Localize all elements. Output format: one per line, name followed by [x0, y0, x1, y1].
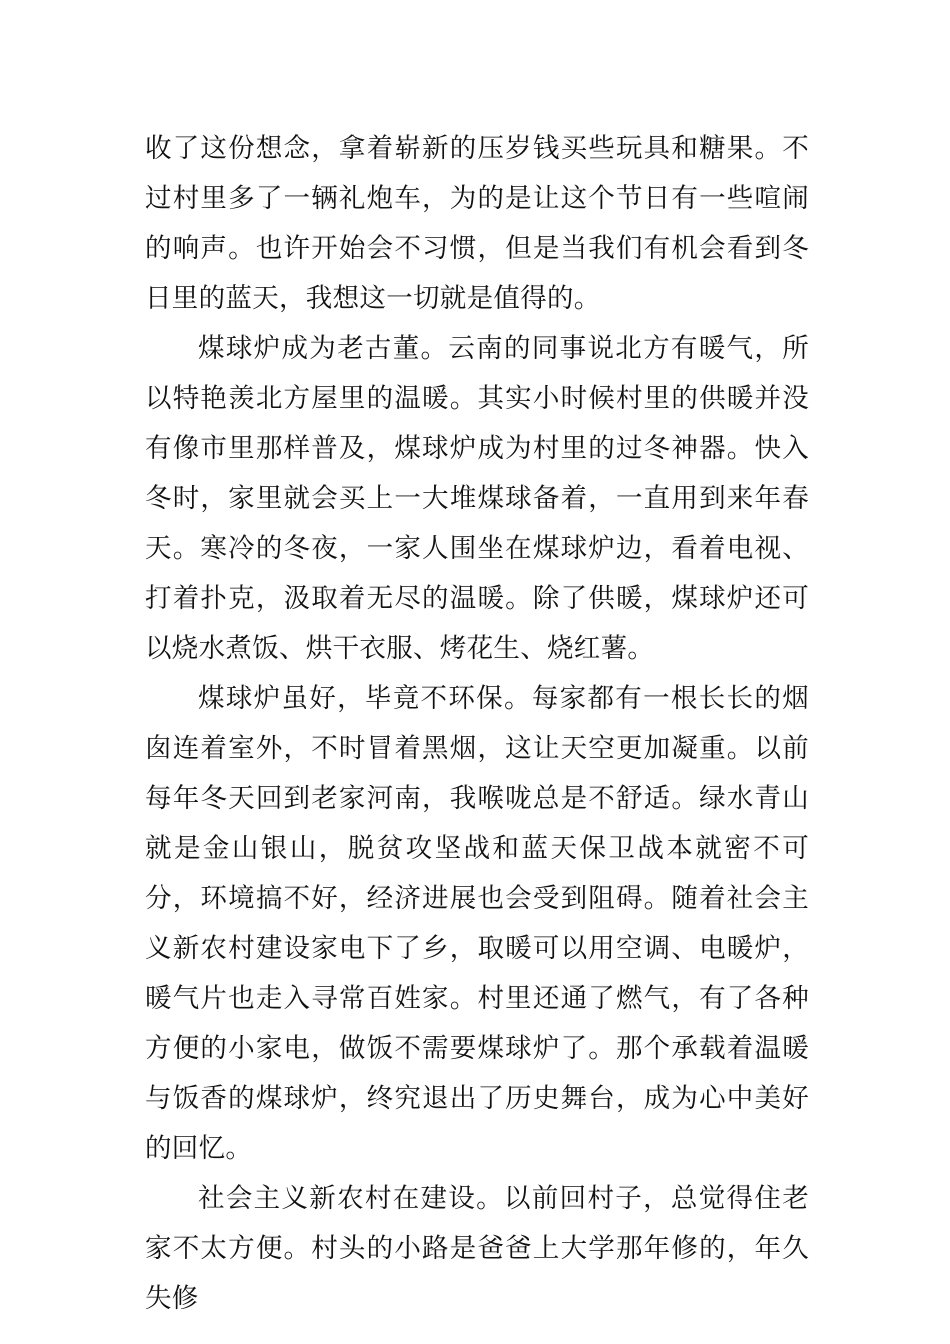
document-body — [145, 124, 809, 1324]
paragraph-coal-stove: 煤球炉成为老古董。云南的同事说北方有暖气，所以特艳羡北方屋里的温暖。其实小时候村里的供暖并没有像市里那样普及，煤球炉成为村里的过冬神器。快入冬时，家里就会买上一大堆煤球备着，一直用到来年春天。寒冷的冬夜，一家人围坐在煤球炉边，看着电视、打着扑克，汲取着无尽的温暖。除了供暖，煤球炉还可以烧水煮饭、烘干衣服、烤花生、烧红薯。 — [145, 333, 809, 664]
paragraph-new-countryside: 社会主义新农村在建设。以前回村子，总觉得住老家不太方便。村头的小路是爸爸上大学那年修的，年久失修 — [145, 1183, 809, 1314]
paragraph-continued: 收了这份想念，拿着崭新的压岁钱买些玩具和糖果。不过村里多了一辆礼炮车，为的是让这个节日有一些喧闹的响声。也许开始会不习惯，但是当我们有机会看到冬日里的蓝天，我想这一切就是值得的。 — [145, 133, 809, 314]
paragraph-environment: 煤球炉虽好，毕竟不环保。每家都有一根长长的烟囱连着室外，不时冒着黑烟，这让天空更加凝重。以前每年冬天回到老家河南，我喉咙总是不舒适。绿水青山就是金山银山，脱贫攻坚战和蓝天保卫战本就密不可分，环境搞不好，经济进展也会受到阻碍。随着社会主义新农村建设家电下了乡，取暖可以用空调、电暖炉，暖气片也走入寻常百姓家。村里还通了燃气，有了各种方便的小家电，做饭不需要煤球炉了。那个承载着温暖与饭香的煤球炉，终究退出了历史舞台，成为心中美好的回忆。 — [145, 683, 809, 1164]
